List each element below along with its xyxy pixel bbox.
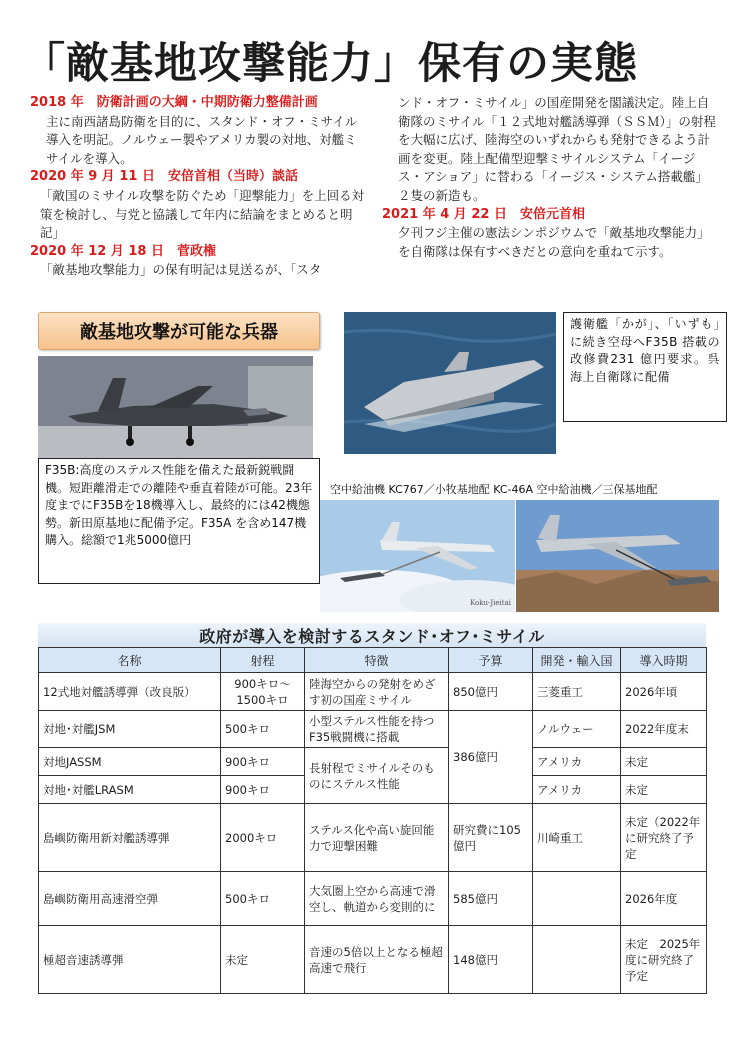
table-header-row [39,648,707,673]
timeline-body: 「敵基地攻撃能力」の保有明記は見送るが、「スタ [40,262,322,278]
cell-timing: 未定 [621,748,707,776]
cell-feature: ステルス化や高い旋回能力で迎撃困難 [305,804,449,872]
kc46-photo [516,500,719,612]
cell-name: 島嶼防衛用新対艦誘導弾 [39,804,221,872]
cell-name: 対地･対艦LRASM [39,776,221,804]
timeline-date: 2018 年 防衛計画の大綱・中期防衛力整備計画 [30,95,318,110]
kaga-caption: 護衛艦「かが」、「いずも」に続き空母へF35B 搭載の改修費231 億円要求。呉海上自衛隊に配備 [563,312,727,422]
header-country: 開発・輸入国 [533,648,621,673]
cell-name: 対地JASSM [39,748,221,776]
cell-country: アメリカ [533,776,621,804]
table-row [39,673,707,711]
timeline-body: 主に南西諸島防衛を目的に、スタンド・オフ・ミサイル導入を明記。ノルウェー製やアメリカ製の対地、対艦ミサイルを導入。 [46,113,358,166]
cell-budget: 850億円 [449,673,533,711]
cell-name: 極超音速誘導弾 [39,926,221,994]
cell-timing: 2022年度末 [621,711,707,748]
cell-timing: 2026年頃 [621,673,707,711]
table-row [39,926,707,994]
kc767-photo [320,500,515,612]
cell-budget: 386億円 [449,711,533,804]
timeline-date: 2020 年 9 月 11 日 安倍首相（当時）談話 [30,169,298,185]
timeline-left [30,94,365,280]
cell-budget: 148億円 [449,926,533,994]
f35-jet-icon [38,356,313,458]
timeline-date: 2021 年 4 月 22 日 安倍元首相 [382,206,585,222]
cell-country: 川崎重工 [533,804,621,872]
cell-range: 2000キロ [221,804,305,872]
header-budget: 予算 [449,648,533,673]
kaga-photo [344,312,556,454]
cell-country: 三菱重工 [533,673,621,711]
weapons-banner: 敵基地攻撃が可能な兵器 [38,312,320,350]
table-title: 政府が導入を検討するスタンド･オフ･ミサイル [38,623,706,647]
tanker-plane-icon [516,500,719,612]
aircraft-carrier-icon [344,312,556,454]
table-row [39,804,707,872]
timeline-body: 夕刊フジ主催の憲法シンポジウムで「敵基地攻撃能力」を自衛隊は保有すべきだとの意向を重ねて示す。 [398,225,710,259]
cell-country: アメリカ [533,748,621,776]
cell-timing: 未定（2022年に研究終了予定 [621,804,707,872]
cell-timing: 2026年度 [621,872,707,926]
f35-caption: F35B:高度のステルス性能を備えた最新鋭戦闘機。短距離滑走での離陸や垂直着陸が可能。23年度までにF35Bを18機導入し、最終的には42機態勢。新田原基地に配備予定。F35A を含め147機購入。総額で1兆5000億円 [38,458,320,584]
timeline-body: ンド・オフ・ミサイル」の国産開発を閣議決定。陸上自衛隊のミサイル「１２式地対艦誘導弾（ＳＳＭ）」の射程を大幅に広げ、陸海空のいずれからも発射できるよう計画を変更。陸上配備型迎撃ミサイルシステム「イージス・アショア」に替わる「イージス・システム搭載艦」２隻の新造も。 [398,95,716,203]
table-row [39,711,707,748]
cell-range: 未定 [221,926,305,994]
kc767-photo-logo: Koku-Jieitai [470,599,512,607]
table-row [39,748,707,776]
timeline-body: 「敵国のミサイル攻撃を防ぐため「迎撃能力」を上回る対策を検討し、与党と協議して年内に結論をまとめると明記」 [40,187,365,241]
cell-range: 500キロ [221,872,305,926]
tanker-caption: 空中給油機 KC767／小牧基地配 KC-46A 空中給油機／三保基地配 [330,483,658,496]
header-timing: 導入時期 [621,648,707,673]
header-feature: 特徴 [305,648,449,673]
cell-timing: 未定 2025年度に研究終了予定 [621,926,707,994]
cell-range: 900キロ～ 1500キロ [221,673,305,711]
cell-country [533,872,621,926]
cell-country [533,926,621,994]
tanker-plane-icon [320,500,515,612]
cell-name: 12式地対艦誘導弾（改良版） [39,673,221,711]
cell-range: 900キロ [221,776,305,804]
timeline-date: 2020 年 12 月 18 日 菅政権 [30,243,216,259]
cell-budget: 研究費に105億円 [449,804,533,872]
header-name: 名称 [39,648,221,673]
page-title: 「敵基地攻撃能力」保有の実態 [22,39,638,89]
cell-feature: 大気圏上空から高速で滑空し、軌道から変則的に [305,872,449,926]
cell-name: 島嶼防衛用高速滑空弾 [39,872,221,926]
cell-feature: 小型ステルス性能を持つF35戦闘機に搭載 [305,711,449,748]
f35-photo [38,356,313,458]
header-range: 射程 [221,648,305,673]
cell-name: 対地･対艦JSM [39,711,221,748]
cell-range: 500キロ [221,711,305,748]
cell-country: ノルウェー [533,711,621,748]
timeline-right [382,94,718,261]
cell-feature: 音速の5倍以上となる極超高速で飛行 [305,926,449,994]
cell-feature: 長射程でミサイルそのものにステルス性能 [305,748,449,804]
standoff-missile-table [38,647,707,994]
cell-budget: 585億円 [449,872,533,926]
cell-feature: 陸海空からの発射をめざす初の国産ミサイル [305,673,449,711]
cell-timing: 未定 [621,776,707,804]
table-row [39,872,707,926]
cell-range: 900キロ [221,748,305,776]
